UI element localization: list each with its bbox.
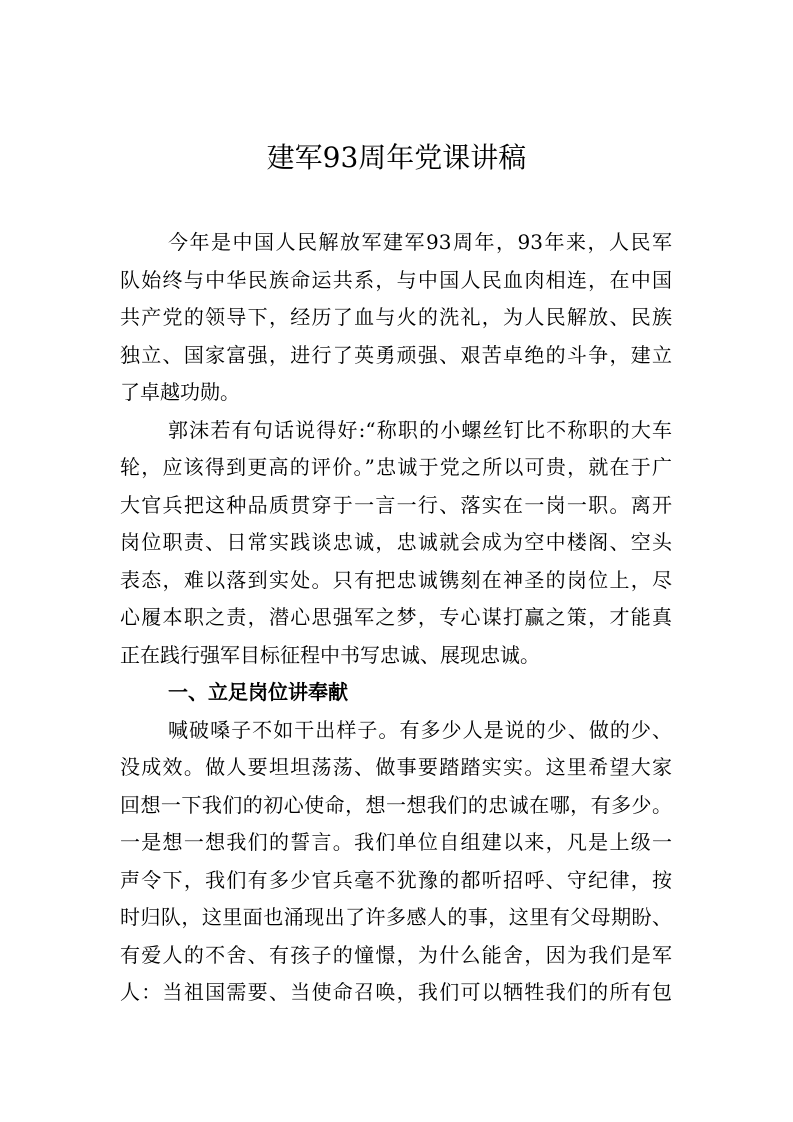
text-line: 时归队，这里面也涌现出了许多感人的事，这里有父母期盼、 xyxy=(120,905,672,929)
paragraph xyxy=(120,412,672,675)
text-line: 郭沫若有句话说得好:“称职的小螺丝钉比不称职的大车 xyxy=(168,417,672,442)
document-title: 建军93周年党课讲稿 xyxy=(266,141,527,174)
text-line: 一是想一想我们的誓言。我们单位自组建以来，凡是上级一 xyxy=(120,830,672,854)
text-line: 今年是中国人民解放军建军93周年，93年来，人民军 xyxy=(168,230,672,254)
paragraph xyxy=(120,224,672,412)
paragraph xyxy=(120,712,672,1012)
text-line: 人：当祖国需要、当使命召唤，我们可以牺牲我们的所有包 xyxy=(120,980,672,1004)
document-body xyxy=(120,224,672,1012)
text-line: 正在践行强军目标征程中书写忠诚、展现忠诚。 xyxy=(120,642,540,667)
text-line: 声令下，我们有多少官兵毫不犹豫的都听招呼、守纪律，按 xyxy=(120,867,672,892)
text-line: 了卓越功勋。 xyxy=(120,380,240,404)
text-line: 队始终与中华民族命运共系，与中国人民血肉相连，在中国 xyxy=(120,267,672,292)
text-line: 轮，应该得到更高的评价。”忠诚于党之所以可贵，就在于广 xyxy=(120,455,672,479)
text-line: 表态，难以落到实处。只有把忠诚镌刻在神圣的岗位上，尽 xyxy=(120,567,672,592)
text-line: 独立、国家富强，进行了英勇顽强、艰苦卓绝的斗争，建立 xyxy=(120,342,672,367)
text-line: 心履本职之责，潜心思强军之梦，专心谋打赢之策，才能真 xyxy=(120,605,672,629)
text-line: 大官兵把这种品质贯穿于一言一行、落实在一岗一职。离开 xyxy=(120,492,672,517)
text-line: 共产党的领导下，经历了血与火的洗礼，为人民解放、民族 xyxy=(120,305,672,329)
text-line: 没成效。做人要坦坦荡荡、做事要踏踏实实。这里希望大家 xyxy=(120,755,672,779)
text-line: 有爱人的不舍、有孩子的憧憬，为什么能舍，因为我们是军 xyxy=(120,942,672,967)
text-line: 回想一下我们的初心使命，想一想我们的忠诚在哪，有多少。 xyxy=(120,792,672,817)
text-line: 岗位职责、日常实践谈忠诚，忠诚就会成为空中楼阁、空头 xyxy=(120,530,672,554)
text-line: 一、立足岗位讲奉献 xyxy=(168,680,348,704)
text-line: 喊破嗓子不如干出样子。有多少人是说的少、做的少、 xyxy=(168,717,672,742)
section-heading xyxy=(120,674,672,712)
